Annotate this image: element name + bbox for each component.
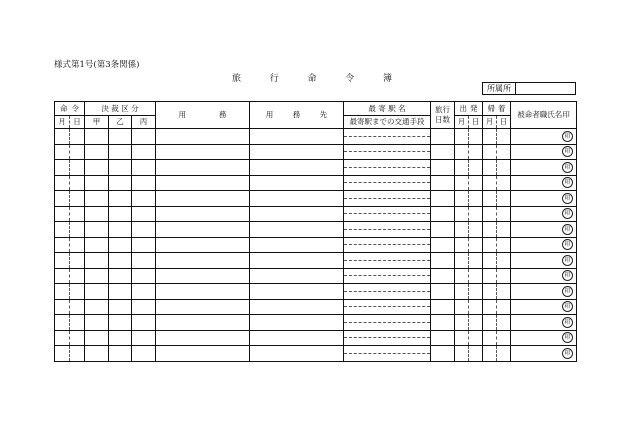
depart-day-cell[interactable] — [469, 222, 483, 238]
return-day-cell[interactable] — [497, 206, 511, 222]
station-cell[interactable] — [344, 222, 431, 238]
order-month-cell[interactable] — [55, 160, 70, 176]
table-row — [55, 315, 577, 331]
seal-icon: 印 — [562, 332, 573, 343]
order-month-cell[interactable] — [55, 284, 70, 300]
approval-otsu-cell[interactable] — [109, 315, 132, 331]
person-cell[interactable] — [511, 206, 577, 222]
depart-day-cell[interactable] — [469, 315, 483, 331]
seal-icon: 印 — [562, 255, 573, 266]
business-cell[interactable] — [156, 144, 250, 160]
order-day-cell[interactable] — [70, 206, 85, 222]
depart-month-cell[interactable] — [455, 284, 469, 300]
return-day-cell[interactable] — [497, 330, 511, 346]
title-char: 行 — [269, 74, 279, 84]
depart-month-cell[interactable] — [455, 330, 469, 346]
office-box — [482, 82, 576, 95]
order-month-cell[interactable] — [55, 237, 70, 253]
return-month-cell[interactable] — [483, 330, 497, 346]
order-month-header: 月 — [55, 116, 70, 129]
approval-hei-cell[interactable] — [132, 175, 156, 191]
return-month-cell[interactable] — [483, 253, 497, 269]
order-day-cell[interactable] — [70, 284, 85, 300]
order-month-cell[interactable] — [55, 299, 70, 315]
table-row — [55, 253, 577, 269]
office-field[interactable] — [516, 83, 575, 94]
person-cell[interactable] — [511, 253, 577, 269]
return-month-cell[interactable] — [483, 160, 497, 176]
approval-otsu-cell[interactable] — [109, 222, 132, 238]
days-cell[interactable] — [431, 206, 455, 222]
depart-day-cell[interactable] — [469, 330, 483, 346]
approval-hei-cell[interactable] — [132, 237, 156, 253]
order-month-cell[interactable] — [55, 315, 70, 331]
depart-month-cell[interactable] — [455, 129, 469, 145]
table-row — [55, 129, 577, 145]
business-cell[interactable] — [156, 253, 250, 269]
station-cell[interactable] — [344, 315, 431, 331]
person-cell[interactable] — [511, 237, 577, 253]
station-cell[interactable] — [344, 268, 431, 284]
order-month-cell[interactable] — [55, 191, 70, 207]
approval-otsu-cell[interactable] — [109, 237, 132, 253]
seal-icon: 印 — [562, 239, 573, 250]
return-day-cell[interactable] — [497, 299, 511, 315]
seal-icon: 印 — [562, 162, 573, 173]
return-day-cell[interactable] — [497, 237, 511, 253]
business-cell[interactable] — [156, 346, 250, 362]
depart-month-cell[interactable] — [455, 144, 469, 160]
approval-otsu-cell[interactable] — [109, 299, 132, 315]
order-month-cell[interactable] — [55, 129, 70, 145]
depart-day-cell[interactable] — [469, 268, 483, 284]
depart-month-cell[interactable] — [455, 206, 469, 222]
depart-day-cell[interactable] — [469, 129, 483, 145]
return-month-cell[interactable] — [483, 268, 497, 284]
return-month-cell[interactable] — [483, 299, 497, 315]
table-row — [55, 284, 577, 300]
days-cell[interactable] — [431, 253, 455, 269]
order-day-cell[interactable] — [70, 268, 85, 284]
order-day-cell[interactable] — [70, 330, 85, 346]
depart-month-cell[interactable] — [455, 346, 469, 362]
approval-hei-cell[interactable] — [132, 299, 156, 315]
business-cell[interactable] — [156, 129, 250, 145]
business-cell[interactable] — [156, 268, 250, 284]
approval-hei-cell[interactable] — [132, 284, 156, 300]
order-date-header: 命 令 — [55, 102, 85, 116]
return-day-header: 日 — [497, 116, 511, 129]
destination-cell[interactable] — [250, 330, 344, 346]
return-day-cell[interactable] — [497, 346, 511, 362]
depart-day-cell[interactable] — [469, 237, 483, 253]
approval-otsu-cell[interactable] — [109, 175, 132, 191]
station-cell[interactable] — [344, 237, 431, 253]
person-cell[interactable] — [511, 160, 577, 176]
station-cell[interactable] — [344, 160, 431, 176]
return-month-cell[interactable] — [483, 206, 497, 222]
return-day-cell[interactable] — [497, 191, 511, 207]
depart-day-cell[interactable] — [469, 160, 483, 176]
return-month-cell[interactable] — [483, 191, 497, 207]
return-month-cell[interactable] — [483, 222, 497, 238]
approval-hei-cell[interactable] — [132, 222, 156, 238]
business-cell[interactable] — [156, 330, 250, 346]
depart-month-cell[interactable] — [455, 268, 469, 284]
days-cell[interactable] — [431, 144, 455, 160]
order-day-header: 日 — [70, 116, 85, 129]
days-cell[interactable] — [431, 191, 455, 207]
days-cell[interactable] — [431, 330, 455, 346]
order-day-cell[interactable] — [70, 253, 85, 269]
person-cell[interactable] — [511, 144, 577, 160]
days-cell[interactable] — [431, 315, 455, 331]
approval-ko-cell[interactable] — [85, 160, 109, 176]
return-header: 帰 着 — [483, 102, 511, 116]
business-cell[interactable] — [156, 299, 250, 315]
approval-hei-cell[interactable] — [132, 253, 156, 269]
order-month-cell[interactable] — [55, 175, 70, 191]
approval-ko-cell[interactable] — [85, 346, 109, 362]
title-char: 旅 — [232, 74, 242, 84]
depart-month-header: 月 — [455, 116, 469, 129]
approval-ko-cell[interactable] — [85, 299, 109, 315]
depart-day-cell[interactable] — [469, 144, 483, 160]
depart-day-cell[interactable] — [469, 175, 483, 191]
order-day-cell[interactable] — [70, 191, 85, 207]
table-row — [55, 160, 577, 176]
seal-icon: 印 — [562, 348, 573, 359]
return-month-cell[interactable] — [483, 237, 497, 253]
depart-day-cell[interactable] — [469, 206, 483, 222]
order-day-cell[interactable] — [70, 315, 85, 331]
approval-ko-cell[interactable] — [85, 284, 109, 300]
approval-otsu-header: 乙 — [109, 116, 132, 129]
days-cell[interactable] — [431, 268, 455, 284]
approval-ko-cell[interactable] — [85, 129, 109, 145]
table-row — [55, 330, 577, 346]
return-day-cell[interactable] — [497, 129, 511, 145]
business-cell[interactable] — [156, 315, 250, 331]
days-cell[interactable] — [431, 222, 455, 238]
approval-ko-cell[interactable] — [85, 175, 109, 191]
table-row — [55, 191, 577, 207]
depart-day-cell[interactable] — [469, 284, 483, 300]
days-header: 旅行 日数 — [431, 102, 455, 129]
station-cell[interactable] — [344, 284, 431, 300]
approval-ko-cell[interactable] — [85, 206, 109, 222]
approval-otsu-cell[interactable] — [109, 253, 132, 269]
return-day-cell[interactable] — [497, 253, 511, 269]
destination-cell[interactable] — [250, 222, 344, 238]
approval-otsu-cell[interactable] — [109, 191, 132, 207]
return-day-cell[interactable] — [497, 222, 511, 238]
approval-hei-cell[interactable] — [132, 206, 156, 222]
document-title — [232, 71, 392, 84]
destination-cell[interactable] — [250, 129, 344, 145]
depart-month-cell[interactable] — [455, 160, 469, 176]
person-cell[interactable] — [511, 284, 577, 300]
days-cell[interactable] — [431, 237, 455, 253]
approval-otsu-cell[interactable] — [109, 330, 132, 346]
destination-header: 用 務 先 — [250, 102, 344, 129]
transport-header: 最寄駅までの交通手段 — [344, 116, 431, 129]
person-cell[interactable] — [511, 330, 577, 346]
station-cell[interactable] — [344, 175, 431, 191]
approval-ko-header: 甲 — [85, 116, 109, 129]
approval-hei-cell[interactable] — [132, 346, 156, 362]
return-month-cell[interactable] — [483, 144, 497, 160]
order-day-cell[interactable] — [70, 160, 85, 176]
depart-month-cell[interactable] — [455, 253, 469, 269]
days-cell[interactable] — [431, 346, 455, 362]
person-cell[interactable] — [511, 268, 577, 284]
return-day-cell[interactable] — [497, 284, 511, 300]
approval-ko-cell[interactable] — [85, 237, 109, 253]
order-day-cell[interactable] — [70, 144, 85, 160]
station-cell[interactable] — [344, 346, 431, 362]
office-label: 所属所 — [483, 83, 516, 94]
destination-cell[interactable] — [250, 191, 344, 207]
approval-ko-cell[interactable] — [85, 330, 109, 346]
destination-cell[interactable] — [250, 299, 344, 315]
days-cell[interactable] — [431, 129, 455, 145]
destination-cell[interactable] — [250, 160, 344, 176]
depart-day-cell[interactable] — [469, 299, 483, 315]
title-char: 令 — [345, 74, 355, 84]
approval-otsu-cell[interactable] — [109, 206, 132, 222]
days-cell[interactable] — [431, 160, 455, 176]
business-cell[interactable] — [156, 222, 250, 238]
depart-month-cell[interactable] — [455, 315, 469, 331]
seal-icon: 印 — [562, 224, 573, 235]
seal-icon: 印 — [562, 208, 573, 219]
return-month-cell[interactable] — [483, 346, 497, 362]
depart-month-cell[interactable] — [455, 191, 469, 207]
depart-day-cell[interactable] — [469, 346, 483, 362]
title-char: 命 — [307, 74, 317, 84]
days-cell[interactable] — [431, 299, 455, 315]
seal-icon: 印 — [562, 317, 573, 328]
person-cell[interactable] — [511, 191, 577, 207]
depart-month-cell[interactable] — [455, 175, 469, 191]
order-day-cell[interactable] — [70, 222, 85, 238]
seal-icon: 印 — [562, 177, 573, 188]
table-row — [55, 299, 577, 315]
seal-icon: 印 — [562, 301, 573, 312]
return-month-cell[interactable] — [483, 129, 497, 145]
order-month-cell[interactable] — [55, 206, 70, 222]
destination-cell[interactable] — [250, 284, 344, 300]
destination-cell[interactable] — [250, 346, 344, 362]
approval-ko-cell[interactable] — [85, 315, 109, 331]
seal-icon: 印 — [562, 146, 573, 157]
destination-cell[interactable] — [250, 144, 344, 160]
approval-otsu-cell[interactable] — [109, 129, 132, 145]
business-header: 用 務 — [156, 102, 250, 129]
person-cell[interactable] — [511, 222, 577, 238]
depart-day-header: 日 — [469, 116, 483, 129]
person-cell[interactable] — [511, 129, 577, 145]
person-cell[interactable] — [511, 346, 577, 362]
order-month-cell[interactable] — [55, 346, 70, 362]
approval-ko-cell[interactable] — [85, 222, 109, 238]
station-cell[interactable] — [344, 330, 431, 346]
table-row — [55, 175, 577, 191]
seal-icon: 印 — [562, 270, 573, 281]
approval-hei-cell[interactable] — [132, 129, 156, 145]
person-header: 被命者職氏名印 — [511, 102, 577, 129]
destination-cell[interactable] — [250, 206, 344, 222]
approval-header: 決 裁 区 分 — [85, 102, 156, 116]
business-cell[interactable] — [156, 175, 250, 191]
destination-cell[interactable] — [250, 315, 344, 331]
station-cell[interactable] — [344, 206, 431, 222]
approval-ko-cell[interactable] — [85, 144, 109, 160]
table-row — [55, 222, 577, 238]
destination-cell[interactable] — [250, 237, 344, 253]
order-month-cell[interactable] — [55, 144, 70, 160]
depart-header: 出 発 — [455, 102, 483, 116]
business-cell[interactable] — [156, 160, 250, 176]
destination-cell[interactable] — [250, 268, 344, 284]
return-month-cell[interactable] — [483, 315, 497, 331]
seal-icon: 印 — [562, 131, 573, 142]
days-cell[interactable] — [431, 175, 455, 191]
approval-hei-cell[interactable] — [132, 144, 156, 160]
order-month-cell[interactable] — [55, 330, 70, 346]
table-row — [55, 237, 577, 253]
table-row — [55, 206, 577, 222]
destination-cell[interactable] — [250, 253, 344, 269]
depart-month-cell[interactable] — [455, 299, 469, 315]
approval-hei-header: 丙 — [132, 116, 156, 129]
person-cell[interactable] — [511, 315, 577, 331]
order-day-cell[interactable] — [70, 237, 85, 253]
destination-cell[interactable] — [250, 175, 344, 191]
order-day-cell[interactable] — [70, 299, 85, 315]
business-cell[interactable] — [156, 191, 250, 207]
return-month-cell[interactable] — [483, 284, 497, 300]
return-day-cell[interactable] — [497, 144, 511, 160]
approval-hei-cell[interactable] — [132, 268, 156, 284]
order-day-cell[interactable] — [70, 129, 85, 145]
approval-hei-cell[interactable] — [132, 330, 156, 346]
approval-otsu-cell[interactable] — [109, 268, 132, 284]
days-cell[interactable] — [431, 284, 455, 300]
seal-icon: 印 — [562, 193, 573, 204]
table-row — [55, 144, 577, 160]
return-month-header: 月 — [483, 116, 497, 129]
approval-hei-cell[interactable] — [132, 160, 156, 176]
table-row — [55, 268, 577, 284]
form-label: 様式第1号(第3条関係) — [54, 60, 140, 70]
return-day-cell[interactable] — [497, 268, 511, 284]
business-cell[interactable] — [156, 284, 250, 300]
seal-icon: 印 — [562, 286, 573, 297]
table-row — [55, 346, 577, 362]
station-cell[interactable] — [344, 144, 431, 160]
order-month-cell[interactable] — [55, 268, 70, 284]
station-header: 最 寄 駅 名 — [344, 102, 431, 116]
approval-hei-cell[interactable] — [132, 191, 156, 207]
title-char: 簿 — [382, 74, 392, 84]
station-cell[interactable] — [344, 129, 431, 145]
approval-otsu-cell[interactable] — [109, 284, 132, 300]
approval-ko-cell[interactable] — [85, 268, 109, 284]
order-day-cell[interactable] — [70, 346, 85, 362]
approval-otsu-cell[interactable] — [109, 160, 132, 176]
approval-otsu-cell[interactable] — [109, 144, 132, 160]
approval-otsu-cell[interactable] — [109, 346, 132, 362]
person-cell[interactable] — [511, 175, 577, 191]
station-cell[interactable] — [344, 299, 431, 315]
business-cell[interactable] — [156, 237, 250, 253]
depart-month-cell[interactable] — [455, 237, 469, 253]
depart-day-cell[interactable] — [469, 253, 483, 269]
station-cell[interactable] — [344, 253, 431, 269]
station-cell[interactable] — [344, 191, 431, 207]
person-cell[interactable] — [511, 299, 577, 315]
travel-order-table — [54, 101, 577, 362]
business-cell[interactable] — [156, 206, 250, 222]
depart-day-cell[interactable] — [469, 191, 483, 207]
approval-ko-cell[interactable] — [85, 191, 109, 207]
depart-month-cell[interactable] — [455, 222, 469, 238]
order-month-cell[interactable] — [55, 253, 70, 269]
approval-ko-cell[interactable] — [85, 253, 109, 269]
order-day-cell[interactable] — [70, 175, 85, 191]
return-day-cell[interactable] — [497, 175, 511, 191]
return-day-cell[interactable] — [497, 315, 511, 331]
approval-hei-cell[interactable] — [132, 315, 156, 331]
return-month-cell[interactable] — [483, 175, 497, 191]
return-day-cell[interactable] — [497, 160, 511, 176]
order-month-cell[interactable] — [55, 222, 70, 238]
